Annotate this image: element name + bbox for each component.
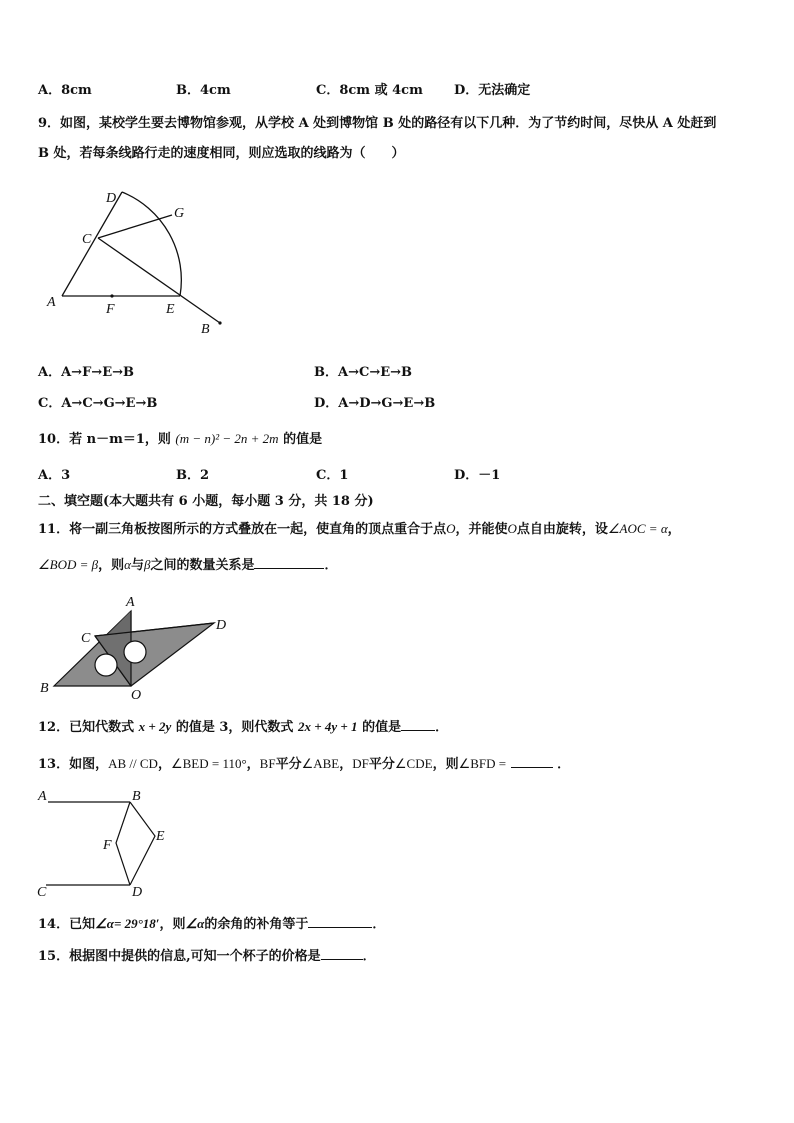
q10-option-b: B．2 xyxy=(176,468,210,483)
q10-option-a: A．3 xyxy=(38,468,71,483)
q9-option-a: A．A→F→E→B xyxy=(38,365,134,380)
q8-option-c: C．8cm 或 4cm xyxy=(316,83,423,98)
q13-prefix: 13．如图， xyxy=(38,757,109,772)
q13-end: ． xyxy=(557,757,571,772)
q12-prefix: 12．已知代数式 xyxy=(38,720,135,735)
q14-stem xyxy=(38,915,385,933)
q11-point-o-2: O xyxy=(507,521,517,536)
q9-label-d: D xyxy=(106,191,117,206)
q9-label-a: A xyxy=(47,295,56,310)
q13-sep3: ， xyxy=(339,757,353,772)
q10-option-c: C．1 xyxy=(316,468,349,483)
q13-label-a: A xyxy=(38,789,47,804)
q9-label-c: C xyxy=(82,232,92,247)
q13-sep2: ， xyxy=(246,757,260,772)
q15-stem xyxy=(38,947,376,965)
q13-angle-abe: ∠ABE xyxy=(301,756,340,771)
section-2-heading: 二、填空题(本大题共有 6 小题，每小题 3 分，共 18 分) xyxy=(38,494,374,509)
q11-angle-bod: ∠BOD = β xyxy=(38,557,99,572)
q14-alpha: ∠α xyxy=(185,916,205,931)
q13-bisect2: 平分 xyxy=(368,757,395,772)
q13-parallel: AB // CD xyxy=(108,756,158,771)
q13-df: DF xyxy=(352,756,369,771)
q9-label-b: B xyxy=(201,322,210,337)
q8-option-a: A．8cm xyxy=(38,83,92,98)
q13-path-bfd xyxy=(116,802,130,885)
q11-beta: β xyxy=(143,557,151,572)
q13-path-bed xyxy=(130,802,155,885)
q12-suffix: 的值是 xyxy=(362,720,402,735)
q14-mid: ，则 xyxy=(159,917,186,932)
q13-label-e: E xyxy=(156,829,165,844)
q13-label-b: B xyxy=(132,789,141,804)
q10-option-d: D．－1 xyxy=(454,468,501,483)
q10-suffix: 的值是 xyxy=(283,432,323,447)
q11-text-2: ，并能使 xyxy=(455,522,508,537)
q13-label-f: F xyxy=(103,838,112,853)
q13-angle-bed: ∠BED = 110° xyxy=(170,756,247,771)
q11-sep: ， xyxy=(667,522,681,537)
q15-text: 15．根据图中提供的信息,可知一个杯子的价格是 xyxy=(38,949,321,964)
q11-end: ． xyxy=(324,558,338,573)
q12-expression-1: x + 2y xyxy=(138,719,172,734)
q8-option-d: D．无法确定 xyxy=(454,83,531,98)
q9-label-g: G xyxy=(174,206,185,221)
q13-bisect1: 平分 xyxy=(275,757,302,772)
q11-label-o: O xyxy=(131,688,142,703)
q14-prefix: 14．已知 xyxy=(38,917,96,932)
q9-stem-line1: 9．如图，某校学生要去博物馆参观，从学校 A 处到博物馆 B 处的路径有以下几种．为了节约时间，尽快从 A 处赶到 xyxy=(38,116,717,131)
q11-angle-aoc: ∠AOC = α xyxy=(607,521,668,536)
q13-bf: BF xyxy=(259,756,276,771)
q13-label-d: D xyxy=(132,885,143,900)
q9-option-d: D．A→D→G→E→B xyxy=(314,396,436,411)
q11-label-a: A xyxy=(126,595,135,610)
q11-alpha: α xyxy=(124,557,131,572)
q13-sep1: ， xyxy=(157,757,171,772)
q14-angle: ∠α= 29°18′ xyxy=(95,916,160,931)
q9-stem-line2: B 处，若每条线路行走的速度相同，则应选取的线路为（ ） xyxy=(38,146,405,161)
q12-mid: 的值是 3，则代数式 xyxy=(175,720,294,735)
q14-end: ． xyxy=(372,917,386,932)
q14-suffix: 的余角的补角等于 xyxy=(204,917,309,932)
q10-expression: (m − n)² − 2n + 2m xyxy=(175,431,279,446)
q13-then: ，则 xyxy=(432,757,459,772)
q12-expression-2: 2x + 4y + 1 xyxy=(297,719,358,734)
q9-option-b: B．A→C→E→B xyxy=(314,365,412,380)
q15-answer-blank[interactable] xyxy=(321,947,363,960)
q8-option-b: B．4cm xyxy=(176,83,231,98)
q15-end: ． xyxy=(362,949,376,964)
q14-answer-blank[interactable] xyxy=(308,915,372,928)
q12-end: ． xyxy=(435,720,449,735)
q11-label-d: D xyxy=(216,618,227,633)
q13-angle-bfd: ∠BFD = xyxy=(458,756,507,771)
q13-angle-cde: ∠CDE xyxy=(394,756,433,771)
q11-text-5: 之间的数量关系是 xyxy=(150,558,255,573)
q11-label-c: C xyxy=(81,631,91,646)
q11-text-1: 11．将一副三角板按图所示的方式叠放在一起，使直角的顶点重合于点 xyxy=(38,522,447,537)
q11-point-o: O xyxy=(446,521,456,536)
q11-with: 与 xyxy=(130,558,144,573)
q11-text-3: 点自由旋转，设 xyxy=(516,522,608,537)
q10-prefix: 10．若 n－m＝1，则 xyxy=(38,432,171,447)
q11-label-b: B xyxy=(40,681,49,696)
q13-label-c: C xyxy=(37,885,47,900)
q9-label-f: F xyxy=(106,302,115,317)
q11-text-4: ，则 xyxy=(98,558,125,573)
q9-option-c: C．A→C→G→E→B xyxy=(38,396,158,411)
q9-label-e: E xyxy=(166,302,175,317)
